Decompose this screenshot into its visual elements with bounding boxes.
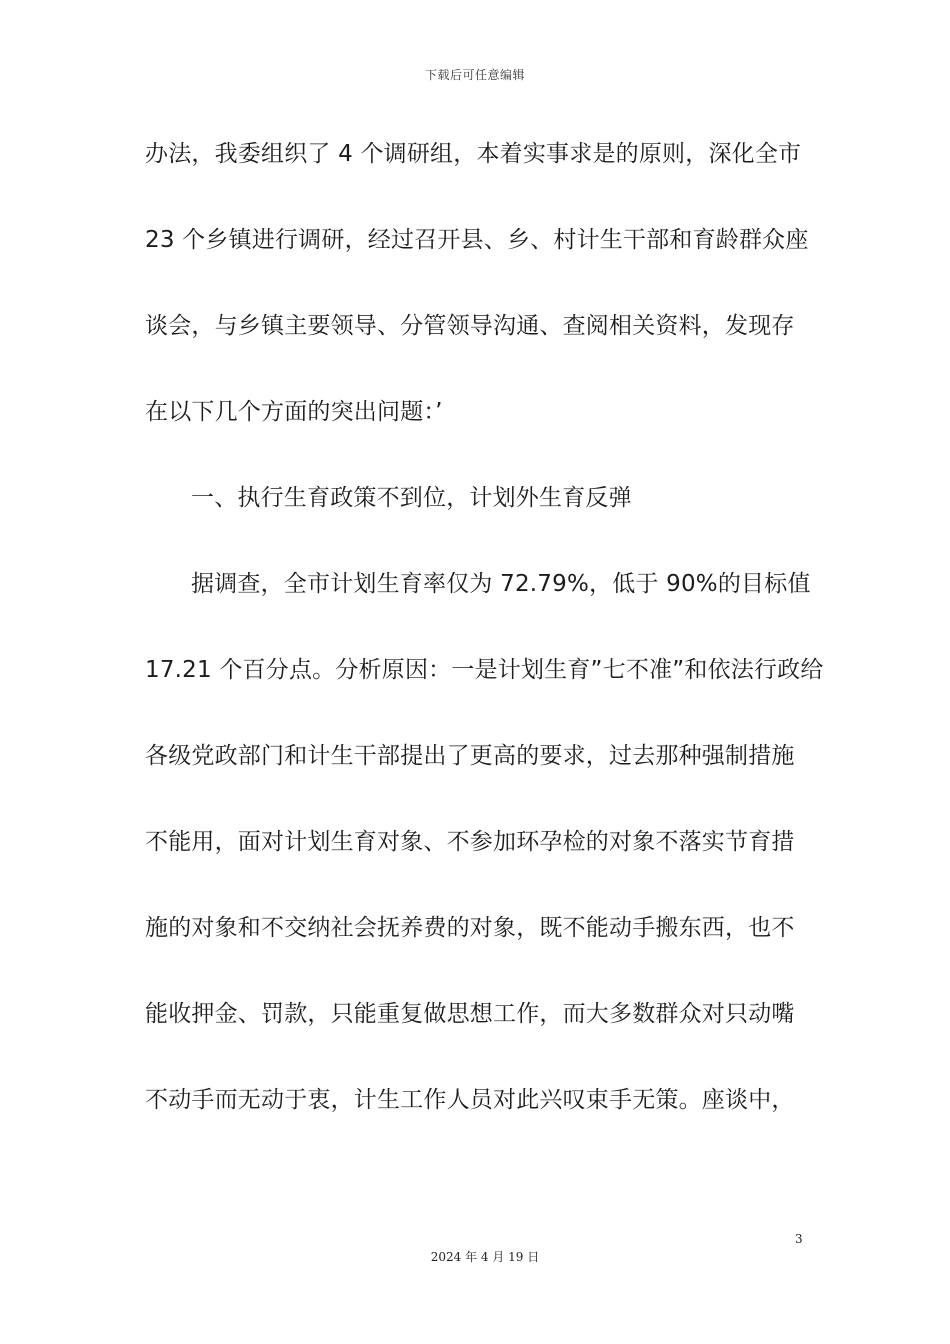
body-text <box>145 128 824 1160</box>
page-number: 3 <box>795 1232 803 1246</box>
footer-date: 2024 年 4 月 19 日 <box>430 1250 540 1264</box>
text-line: 23 个乡镇进行调研，经过召开县、乡、村计生干部和育龄群众座 <box>145 227 809 253</box>
header-note: 下载后可任意编辑 <box>424 68 525 82</box>
text-line: 施的对象和不交纳社会抚养费的对象，既不能动手搬东西，也不 <box>145 915 795 941</box>
text-line: 各级党政部门和计生干部提出了更高的要求，过去那种强制措施 <box>145 743 795 769</box>
text-line: 在以下几个方面的突出问题：’ <box>145 399 443 425</box>
text-line: 17.21 个百分点。分析原因：一是计划生育”七不准”和依法行政给 <box>145 657 824 683</box>
paragraph-first-line: 据调查，全市计划生育率仅为 72.79%，低于 90%的目标值 <box>191 571 811 597</box>
section-heading: 一、执行生育政策不到位，计划外生育反弹 <box>191 485 632 511</box>
text-line: 不动手而无动于衷，计生工作人员对此兴叹束手无策。座谈中， <box>145 1087 795 1113</box>
text-line: 谈会，与乡镇主要领导、分管领导沟通、查阅相关资料，发现存 <box>145 313 795 339</box>
text-line: 不能用，面对计划生育对象、不参加环孕检的对象不落实节育措 <box>145 829 795 855</box>
text-line: 办法，我委组织了 4 个调研组，本着实事求是的原则，深化全市 <box>145 141 802 167</box>
text-line: 能收押金、罚款，只能重复做思想工作，而大多数群众对只动嘴 <box>145 1001 795 1027</box>
